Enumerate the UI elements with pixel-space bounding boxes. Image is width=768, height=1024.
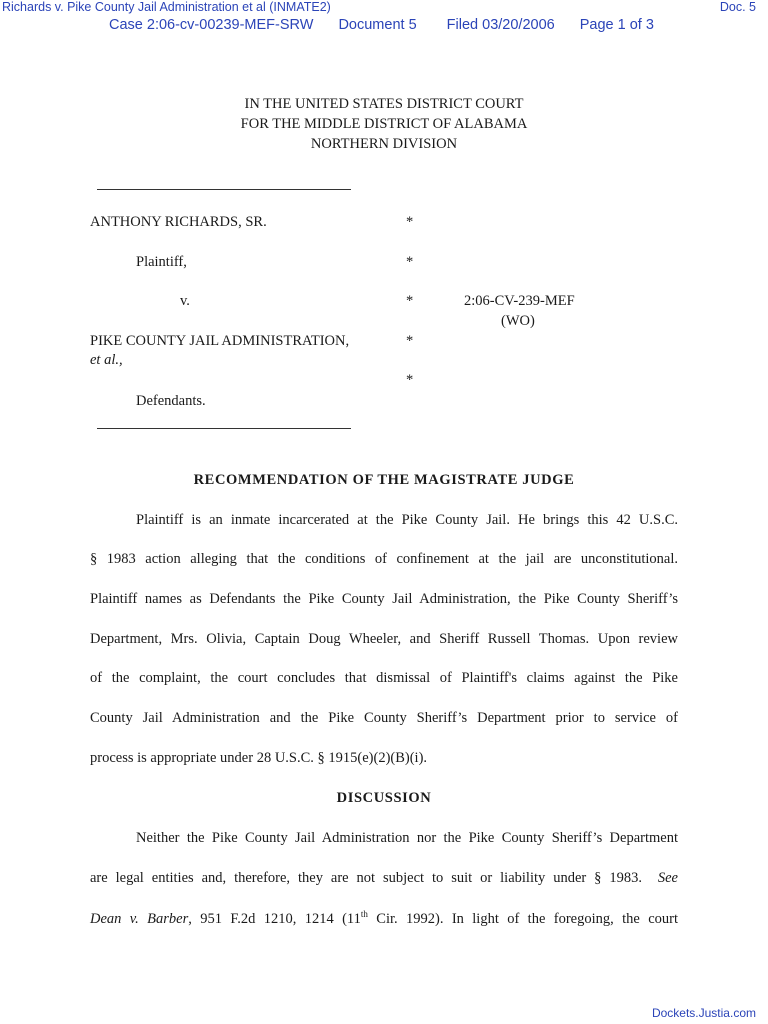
citation-text: , 951 F.2d 1210, 1214 (11 [188,910,361,927]
paragraph-line: Department, Mrs. Olivia, Captain Doug Wheeler, and Sheriff Russell Thomas. Upon review [90,631,678,647]
court-heading-line-1: IN THE UNITED STATES DISTRICT COURT [244,96,524,112]
citation-rest: Cir. 1992). In light of the foregoing, the court [367,910,678,927]
case-number: 2:06-CV-239-MEF [464,293,575,309]
caption-asterisk: * [406,293,414,309]
page-stamp: Page 1 of 3 [579,17,654,33]
court-heading-line-3: NORTHERN DIVISION [310,136,458,152]
discussion-heading: DISCUSSION [336,790,432,806]
caption-asterisk: * [406,372,414,388]
versus: v. [180,293,190,309]
defendant-role: Defendants. [136,393,206,409]
case-citation-name: Dean v. Barber [90,910,189,927]
caption-top-rule [97,189,351,190]
doc-number-link[interactable]: Doc. 5 [719,0,756,14]
court-heading-line-2: FOR THE MIDDLE DISTRICT OF ALABAMA [240,116,528,132]
defendant-name: PIKE COUNTY JAIL ADMINISTRATION, [90,333,350,349]
paragraph-line: Neither the Pike County Jail Administration nor the Pike County Sheriff’s Department [136,830,678,846]
case-suffix: (WO) [501,313,535,329]
caption-asterisk: * [406,254,414,270]
see-signal: See [657,870,678,886]
case-stamp: Case 2:06-cv-00239-MEF-SRW [109,17,314,33]
filing-stamp [109,17,654,33]
paragraph-line [90,909,678,928]
caption-asterisk: * [406,333,414,349]
paragraph-line: of the complaint, the court concludes that dismissal of Plaintiff's claims against the Pike [90,670,678,686]
plaintiff-name: ANTHONY RICHARDS, SR. [90,214,267,230]
caption-asterisk: * [406,214,414,230]
paragraph-text: are legal entities and, therefore, they are not subject to suit or liability under § 1983. [90,870,642,886]
paragraph-line: Plaintiff is an inmate incarcerated at the Pike County Jail. He brings this 42 U.S.C. [136,512,678,528]
justia-footer-link[interactable]: Dockets.Justia.com [651,1006,756,1020]
court-heading [0,94,768,154]
paragraph-line: County Jail Administration and the Pike County Sheriff’s Department prior to service of [90,710,678,726]
paragraph-line: § 1983 action alleging that the conditions of confinement at the jail are unconstitutional. [90,551,678,567]
defendant-etal: et al., [90,352,123,368]
paragraph-line [90,870,678,887]
docket-title-link[interactable]: Richards v. Pike County Jail Administration et al (INMATE2) [2,0,331,14]
document-title: RECOMMENDATION OF THE MAGISTRATE JUDGE [193,472,575,488]
filed-stamp: Filed 03/20/2006 [446,17,555,33]
citation-superscript: th [360,909,368,919]
caption-bottom-rule [97,428,351,429]
paragraph-line: process is appropriate under 28 U.S.C. § 1915(e)(2)(B)(i). [90,750,428,766]
plaintiff-role: Plaintiff, [136,254,187,270]
paragraph-line: Plaintiff names as Defendants the Pike County Jail Administration, the Pike County Sheriff’s [90,591,678,607]
document-stamp: Document 5 [338,17,417,33]
